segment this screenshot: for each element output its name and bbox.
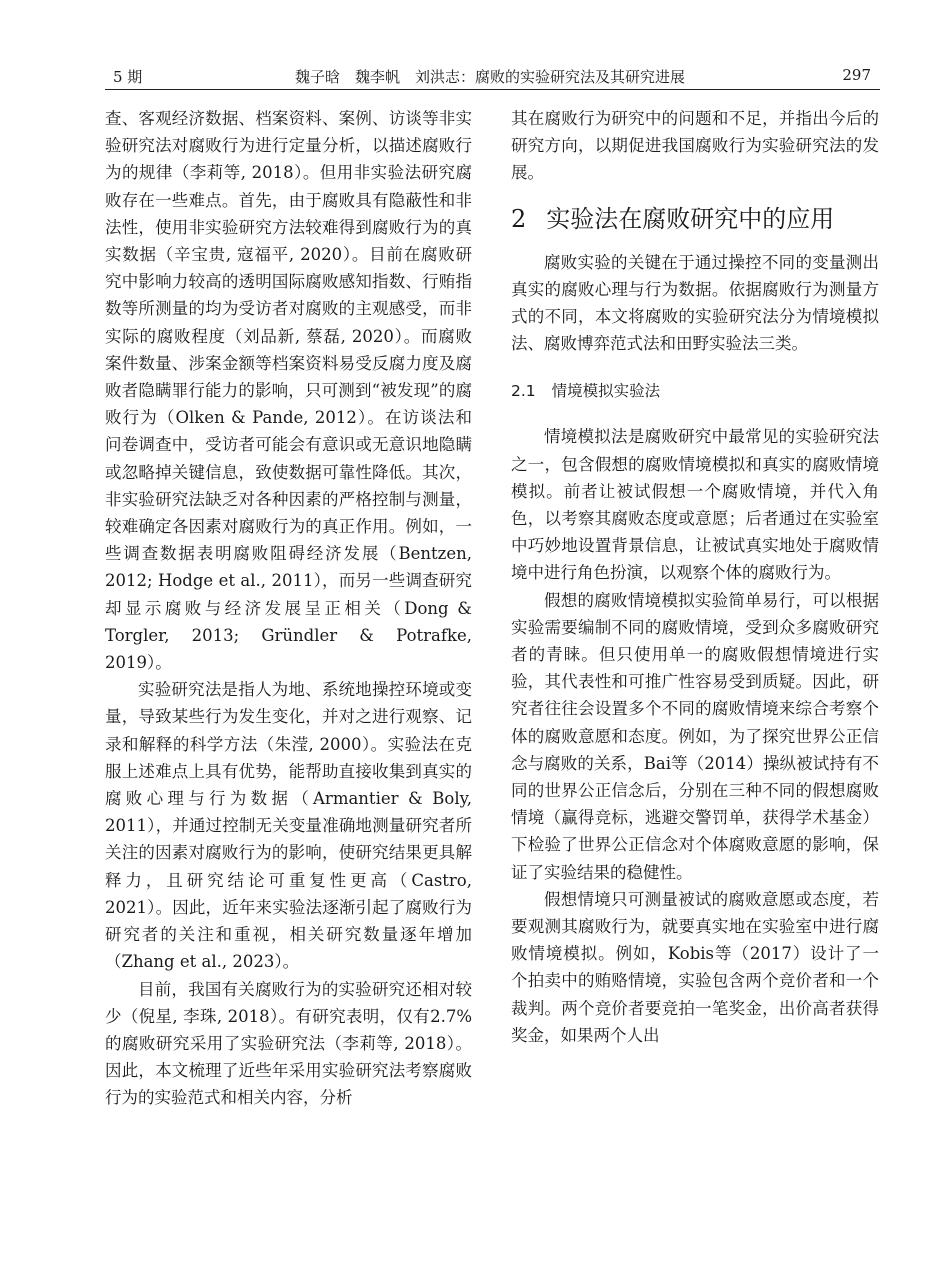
left-paragraph-3: 目前，我国有关腐败行为的实验研究还相对较少（倪星, 李珠, 2018）。有研究表明，仅有2.7%的腐败研究采用了实验研究法（李莉等, 2018）。因此，本文梳理了近些年采用实验研究法考察腐败行为的实验范式和相关内容，分析 [105, 979, 472, 1108]
right-paragraph-5: 假想情境只可测量被试的腐败意愿或态度，若要观测其腐败行为，就要真实地在实验室中进行腐败情境模拟。例如，Kobis等（2017）设计了一个拍卖中的贿赂情境，实验包含两个竞价者和一个裁判。两个竞价者要竞拍一笔奖金，出价高者获得奖金，如果两个人出 [511, 889, 879, 1045]
issue-number: 5 期 [113, 68, 143, 86]
left-paragraph-1: 查、客观经济数据、档案资料、案例、访谈等非实验研究法对腐败行为进行定量分析，以描述腐败行为的规律（李莉等, 2018）。但用非实验法研究腐败存在一些难点。首先，由于腐败具有隐蔽性和非法性，使用非实验研究方法较难得到腐败行为的真实数据（辛宝贵, 寇福平, 2020）。目前在腐败研究中影响力较高的透明国际腐败感知指数、行贿指数等所测量的均为受访者对腐败的主观感受，而非实际的腐败程度（刘品新, 蔡磊, 2020）。而腐败案件数量、涉案金额等档案资料易受反腐力度及腐败者隐瞒罪行能力的影响，只可测到“被发现”的腐败行为（Olken & Pande, 2012）。在访谈法和问卷调查中，受访者可能会有意识或无意识地隐瞒或忽略掉关键信息，致使数据可靠性降低。其次，非实验研究法缺乏对各种因素的严格控制与测量，较难确定各因素对腐败行为的真正作用。例如，一些调查数据表明腐败阻碍经济发展（Bentzen, 2012; Hodge et al., 2011），而另一些调查研究却显示腐败与经济发展呈正相关（Dong & Torgler, 2013; Gründler & Potrafke, 2019）。 [105, 109, 472, 673]
right-paragraph-4: 假想的腐败情境模拟实验简单易行，可以根据实验需要编制不同的腐败情境，受到众多腐败研究者的青睐。但只使用单一的腐败假想情境进行实验，其代表性和可推广性容易受到质疑。因此，研究者往往会设置多个不同的腐败情境来综合考察个体的腐败意愿和态度。例如，为了探究世界公正信念与腐败的关系，Bai等（2014）操纵被试持有不同的世界公正信念后，分别在三种不同的假想腐败情境（赢得竞标，逃避交警罚单，获得学术基金）下检验了世界公正信念对个体腐败意愿的影响，保证了实验结果的稳健性。 [511, 590, 879, 882]
running-header [105, 58, 875, 88]
running-title: 魏子晗 魏李帆 刘洪志：腐败的实验研究法及其研究进展 [294, 68, 685, 86]
header-rule [105, 89, 880, 90]
subsection-title: 情境模拟实验法 [551, 382, 661, 401]
left-paragraph-2: 实验研究法是指人为地、系统地操控环境或变量，导致某些行为发生变化，并对之进行观察、记录和解释的科学方法（朱滢, 2000）。实验法在克服上述难点上具有优势，能帮助直接收集到真实的腐败心理与行为数据（Armantier & Boly, 2011），并通过控制无关变量准确地测量研究者所关注的因素对腐败行为的影响，使研究结果更具解释力，且研究结论可重复性更高（Castro, 2021）。因此，近年来实验法逐渐引起了腐败行为研究者的关注和重视，相关研究数量逐年增加（Zhang et al., 2023）。 [105, 680, 472, 972]
section-number: 2 [511, 204, 527, 233]
subsection-heading [511, 379, 879, 403]
section-heading [511, 199, 879, 239]
subsection-number: 2.1 [511, 382, 536, 401]
right-column [511, 105, 879, 1049]
section-title: 实验法在腐败研究中的应用 [546, 204, 835, 233]
left-column [105, 105, 472, 1112]
right-paragraph-2: 腐败实验的关键在于通过操控不同的变量测出真实的腐败心理与行为数据。依据腐败行为测量方式的不同，本文将腐败的实验研究法分为情境模拟法、腐败博弈范式法和田野实验法三类。 [511, 252, 879, 354]
right-paragraph-3: 情境模拟法是腐败研究中最常见的实验研究法之一，包含假想的腐败情境模拟和真实的腐败情境模拟。前者让被试假想一个腐败情境，并代入角色，以考察其腐败态度或意愿；后者通过在实验室中巧妙地设置背景信息，让被试真实地处于腐败情境中进行角色扮演，以观察个体的腐败行为。 [511, 427, 879, 583]
right-paragraph-1: 其在腐败行为研究中的问题和不足，并指出今后的研究方向，以期促进我国腐败行为实验研究法的发展。 [511, 109, 879, 183]
page-number: 297 [842, 66, 871, 84]
